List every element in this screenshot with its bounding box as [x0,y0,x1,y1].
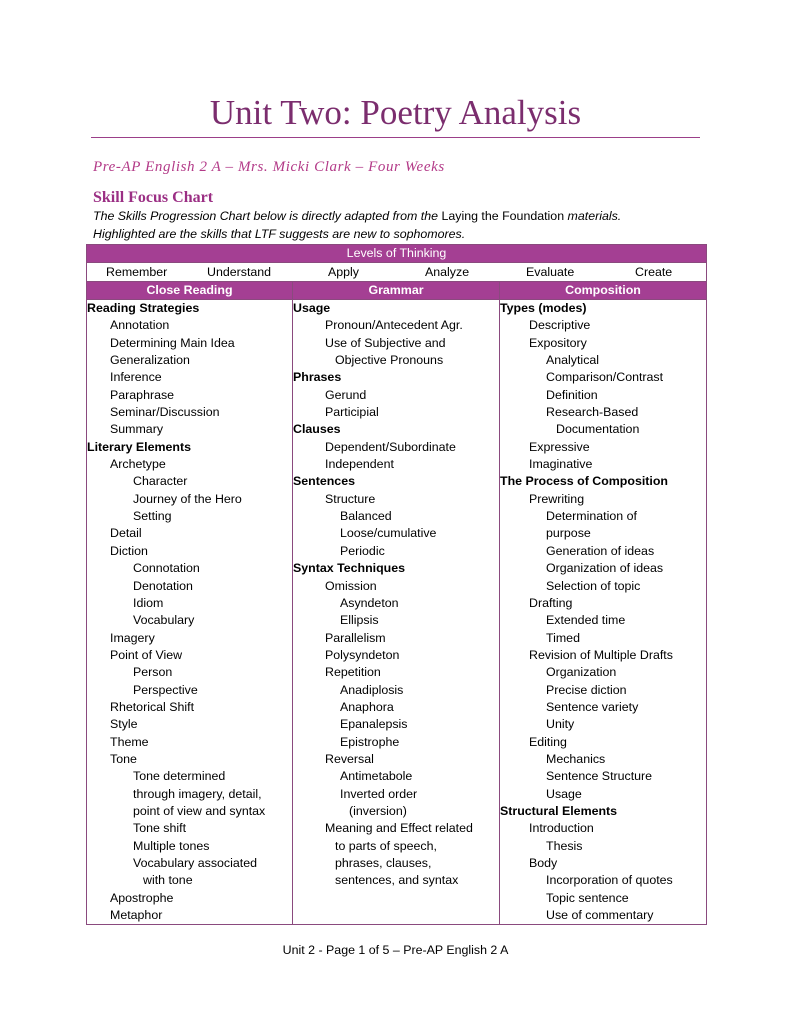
close-reading-column [87,300,293,925]
list-item: Vocabulary [133,613,195,628]
list-item: Repetition [325,665,381,680]
list-item: Gerund [325,387,367,402]
list-item: Determination of [546,509,637,524]
list-item: Annotation [110,318,170,333]
list-item: Paraphrase [110,387,175,402]
list-item: Editing [529,734,567,749]
list-item: Imagery [110,630,155,645]
list-item: Structural Elements [500,803,618,818]
list-item: Inference [110,370,162,385]
list-item: Anaphora [340,699,394,714]
list-item: Omission [325,578,377,593]
list-item: Theme [110,734,149,749]
list-item: Epanalepsis [340,717,408,732]
list-item: Expressive [529,439,590,454]
list-item: Polysyndeton [325,647,400,662]
list-item: Inverted order [340,786,418,801]
list-item: sentences, and syntax [335,873,459,888]
list-item: purpose [546,526,591,541]
list-item: Syntax Techniques [293,561,406,576]
list-item: Topic sentence [546,890,629,905]
list-item: Denotation [133,578,193,593]
list-item: Clauses [293,422,341,437]
levels-row [87,263,707,282]
list-item: Use of Subjective and [325,335,446,350]
list-item: Objective Pronouns [335,353,444,368]
list-item: Revision of Multiple Drafts [529,647,673,662]
section-heading: Skill Focus Chart [93,189,214,206]
list-item: Dependent/Subordinate [325,439,456,454]
list-item: Connotation [133,561,200,576]
list-item: Tone shift [133,821,187,836]
level-remember: Remember [106,265,168,279]
list-item: Phrases [293,370,342,385]
intro-part-2: materials. [564,209,622,223]
list-item: Thesis [546,838,583,853]
level-evaluate: Evaluate [526,265,575,279]
list-item: Precise diction [546,682,627,697]
list-item: Setting [133,509,172,524]
list-item: Organization [546,665,617,680]
list-item: Usage [293,301,331,315]
list-item: Pronoun/Antecedent Agr. [325,318,463,333]
list-item: Drafting [529,595,573,610]
list-item: Sentence Structure [546,769,653,784]
list-item: Documentation [556,422,640,437]
list-item: Vocabulary associated [133,856,257,870]
list-item: Expository [529,335,587,350]
list-item: Comparison/Contrast [546,370,664,385]
levels-header: Levels of Thinking [87,245,707,263]
list-item: Definition [546,387,598,402]
list-item: Meaning and Effect related [325,821,473,836]
title-divider [91,137,700,138]
list-item: Prewriting [529,491,585,506]
list-item: Usage [546,786,582,801]
list-item: Anadiplosis [340,682,404,697]
list-item: Selection of topic [546,578,641,593]
list-item: Structure [325,491,376,506]
list-item: Mechanics [546,751,606,766]
list-item: Point of View [110,647,183,662]
list-item: Person [133,665,173,680]
intro-text [93,208,621,243]
grammar-column [293,300,500,925]
list-item: Character [133,474,188,489]
list-item: Tone determined [133,769,226,784]
list-item: Tone [110,751,137,766]
list-item: Sentence variety [546,699,639,714]
list-item: (inversion) [349,803,407,818]
level-analyze: Analyze [425,265,470,279]
list-item: Incorporation of quotes [546,873,673,888]
column-header-grammar: Grammar [293,282,500,300]
list-item: Literary Elements [87,439,191,454]
list-item: Generalization [110,353,190,368]
list-item: Antimetabole [340,769,413,784]
page-title: Unit Two: Poetry Analysis [209,93,582,132]
list-item: Imaginative [529,457,593,472]
list-item: with tone [143,873,193,888]
list-item: Apostrophe [110,890,174,905]
list-item: Participial [325,405,379,420]
list-item: Periodic [340,543,385,558]
list-item: Sentences [293,474,355,489]
list-item: Epistrophe [340,734,400,749]
list-item: Reversal [325,751,374,766]
list-item: Research-Based [546,405,639,420]
list-item: Asyndeton [340,595,399,610]
list-item: Unity [546,717,575,732]
list-item: Timed [546,630,580,645]
list-item: Journey of the Hero [133,491,242,506]
level-understand: Understand [207,265,272,279]
list-item: Reading Strategies [87,301,200,315]
list-item: Use of commentary [546,908,654,923]
page-footer: Unit 2 - Page 1 of 5 – Pre-AP English 2 A [282,943,509,957]
column-header-close-reading: Close Reading [87,282,293,300]
list-item: Independent [325,457,394,472]
column-header-composition: Composition [500,282,707,300]
list-item: Organization of ideas [546,561,664,576]
list-item: Body [529,856,558,870]
list-item: Rhetorical Shift [110,699,195,714]
list-item: Introduction [529,821,594,836]
list-item: Archetype [110,457,166,472]
list-item: Summary [110,422,164,437]
list-item: Parallelism [325,630,386,645]
composition-column [500,300,707,925]
list-item: Extended time [546,613,626,628]
intro-source-title: Laying the Foundation [441,209,565,223]
level-create: Create [635,265,673,279]
list-item: Types (modes) [500,301,587,315]
list-item: Diction [110,543,148,558]
list-item: Detail [110,526,142,541]
subtitle: Pre-AP English 2 A – Mrs. Micki Clark – Four Weeks [93,159,445,175]
list-item: Style [110,717,138,732]
list-item: Multiple tones [133,838,210,853]
list-item: Analytical [546,353,600,368]
list-item: Perspective [133,682,198,697]
list-item: Idiom [133,595,164,610]
list-item: The Process of Composition [500,474,668,489]
list-item: Generation of ideas [546,543,655,558]
list-item: to parts of speech, [335,838,437,853]
list-item: Metaphor [110,908,163,923]
list-item: Determining Main Idea [110,335,235,350]
intro-line-2: Highlighted are the skills that LTF suggests are new to sophomores. [93,226,466,241]
list-item: Balanced [340,509,392,524]
list-item: Ellipsis [340,613,379,628]
list-item: point of view and syntax [133,803,266,818]
list-item: Seminar/Discussion [110,405,220,420]
list-item: Descriptive [529,318,591,333]
list-item: Loose/cumulative [340,526,437,541]
list-item: phrases, clauses, [335,856,432,870]
skill-focus-chart [86,244,707,925]
intro-part-1: The Skills Progression Chart below is directly adapted from the [93,209,442,223]
level-apply: Apply [328,265,359,279]
list-item: through imagery, detail, [133,786,262,801]
